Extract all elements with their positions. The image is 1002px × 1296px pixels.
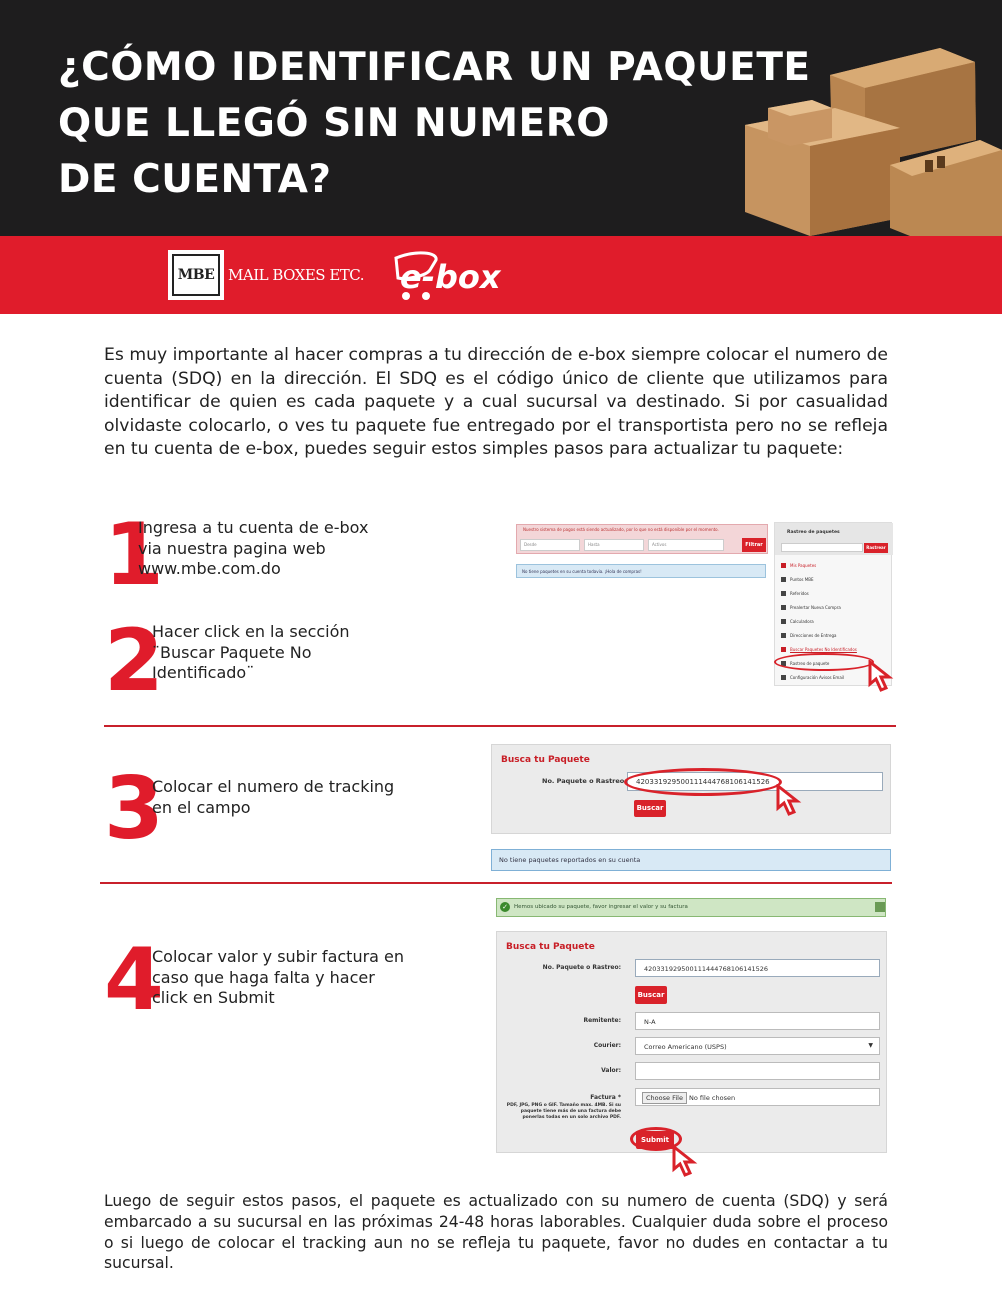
- check-icon: ✓: [500, 902, 510, 912]
- success-alert: Hemos ubicado su paquete, favor ingresar el valor y su factura: [496, 898, 886, 917]
- ebox-logo-text: e-box: [400, 258, 501, 296]
- invoice-note: PDF, JPG, PNG o GIF. Tamaño max. 4MB. Si su paquete tiene más de una factura debe ponerlas todas en un solo archivo PDF.: [506, 1103, 621, 1120]
- step-text-line: Identificado¨: [152, 663, 255, 682]
- sidebar-item-buscar-no-identificados[interactable]: [781, 647, 857, 652]
- section-divider: [104, 725, 896, 727]
- cursor-arrow-icon: [776, 784, 804, 816]
- step-number: 4: [104, 930, 164, 1030]
- filter-button[interactable]: Filtrar: [742, 538, 766, 552]
- step-text-line: Ingresa a tu cuenta de e-box: [138, 518, 369, 537]
- chevron-down-icon: ▼: [868, 1042, 873, 1049]
- tracking-input[interactable]: 420331929500111444768106141526: [627, 772, 883, 791]
- hero-title: [58, 40, 818, 208]
- intro-paragraph: Es muy importante al hacer compras a tu dirección de e-box siempre colocar el numero de cuenta (SDQ) en la dirección. El SDQ es el código único de cliente que utilizamos para identificar de quien es cada paquete y a cual sucursal va destinado. Si por casualidad olvidaste colocarlo, o ves tu paquete fue entregado por el transportista pero no se refleja en tu cuenta de e-box, puedes seguir estos simples pasos para actualizar tu paquete:: [104, 345, 888, 460]
- form-title: Busca tu Paquete: [501, 755, 590, 765]
- step-text-line: via nuestra pagina web: [138, 538, 326, 558]
- step-text-line: click en Submit: [152, 988, 275, 1007]
- bell-icon: [781, 675, 786, 680]
- sidebar-item-calculadora[interactable]: [781, 619, 814, 624]
- sidebar-item-mis-paquetes[interactable]: [781, 563, 816, 568]
- closing-paragraph: Luego de seguir estos pasos, el paquete es actualizado con su numero de cuenta (SDQ) y será embarcado a su sucursal en las próximas 24-48 horas laborables. Cualquier duda sobre el proceso o si luego de colocar el tracking aun no se refleja tu paquete, favor no dudes en contactar a tu sucursal.: [104, 1192, 888, 1273]
- close-icon[interactable]: [875, 902, 885, 912]
- sidebar-item-direcciones[interactable]: [781, 633, 836, 638]
- no-file-text: No file chosen: [689, 1094, 736, 1102]
- sender-input[interactable]: N-A: [635, 1012, 880, 1030]
- value-label: Valor:: [601, 1067, 621, 1074]
- date-to-field[interactable]: Hasta: [584, 539, 644, 551]
- package-icon: [781, 563, 786, 568]
- info-alert: No tiene paquetes en su cuenta todavia. ¡Hola de compras!: [516, 564, 766, 578]
- step-number: 1: [104, 505, 164, 605]
- form-title: Busca tu Paquete: [506, 942, 595, 952]
- mbe-brand-name: MAIL BOXES ETC.: [228, 266, 365, 284]
- hero-banner: [0, 0, 1002, 236]
- search-button[interactable]: Buscar: [634, 800, 666, 817]
- step-number: 2: [104, 611, 164, 711]
- users-icon: [781, 591, 786, 596]
- sidebar-item-label: Puntos MBE: [790, 577, 814, 582]
- step-text-line: Hacer click en la sección: [152, 622, 350, 641]
- sidebar-item-label: Buscar Paquetes No Identificados: [790, 647, 857, 652]
- step-text-line: ¨Buscar Paquete No: [152, 642, 312, 662]
- step-text: [138, 518, 368, 580]
- status-select[interactable]: Activos: [648, 539, 724, 551]
- invoice-file-input[interactable]: [635, 1088, 880, 1106]
- step-text: [152, 777, 394, 818]
- package-details-form: [496, 931, 887, 1153]
- sidebar-item-prealertar[interactable]: [781, 605, 841, 610]
- tracking-input[interactable]: 420331929500111444768106141526: [635, 959, 880, 977]
- warning-icon: [781, 647, 786, 652]
- courier-select[interactable]: [635, 1037, 880, 1055]
- search-button[interactable]: Buscar: [635, 986, 667, 1004]
- step-text: [152, 622, 350, 684]
- step-number: 3: [104, 759, 164, 859]
- courier-selected: Correo Americano (USPS): [644, 1043, 727, 1051]
- step-text-line: Colocar el numero de tracking: [152, 777, 395, 796]
- mbe-logo-mark: MBE: [172, 254, 220, 296]
- submit-button[interactable]: Submit: [636, 1131, 674, 1149]
- highlight-circle: [624, 768, 782, 796]
- highlight-circle: [774, 653, 874, 671]
- value-input[interactable]: [635, 1062, 880, 1080]
- signpost-icon: [781, 633, 786, 638]
- track-button[interactable]: Rastrear: [864, 543, 888, 553]
- sidebar-item-label: Direcciones de Entrega: [790, 633, 837, 638]
- tracking-label: No. Paquete o Rastreo:: [542, 777, 627, 785]
- sidebar-item-label: Rastreo de paquete: [790, 661, 830, 666]
- sidebar-item-label: Configuración Avisos Email: [790, 675, 844, 680]
- sidebar-item-label: Referidos: [790, 591, 809, 596]
- sidebar-item-label: Prealertar Nueva Compra: [790, 605, 841, 610]
- hero-title-line: ¿CÓMO IDENTIFICAR UN PAQUETE: [58, 45, 811, 90]
- calculator-icon: [781, 619, 786, 624]
- trophy-icon: [781, 577, 786, 582]
- invoice-label: Factura *: [590, 1094, 621, 1101]
- step-text-line: Colocar valor y subir factura en: [152, 947, 405, 966]
- no-packages-info: No tiene paquetes reportados en su cuenta: [491, 849, 891, 871]
- tracking-label: No. Paquete o Rastreo:: [542, 964, 621, 971]
- sender-label: Remitente:: [583, 1017, 621, 1024]
- cursor-arrow-icon: [868, 660, 896, 692]
- tracking-search-input[interactable]: [781, 543, 863, 552]
- step-text-line: caso que haga falta y hacer: [152, 967, 375, 987]
- hero-title-line: QUE LLEGÓ SIN NUMERO: [58, 101, 610, 146]
- step-text-line: www.mbe.com.do: [138, 559, 281, 578]
- sidebar-item-puntos[interactable]: [781, 577, 814, 582]
- step-text: [152, 947, 404, 1009]
- cart-icon: [781, 605, 786, 610]
- choose-file-button[interactable]: Choose File: [642, 1092, 687, 1104]
- cardboard-boxes-illustration: [740, 40, 1002, 236]
- sidebar-item-label: Calculadora: [790, 619, 814, 624]
- date-from-field[interactable]: Desde: [520, 539, 580, 551]
- sidebar-item-label: Mis Paquetes: [790, 563, 817, 568]
- step-text-line: en el campo: [152, 797, 251, 817]
- ebox-logo: [386, 250, 531, 302]
- sidebar-item-configuracion[interactable]: [781, 675, 844, 680]
- mbe-logo: [168, 250, 224, 300]
- sidebar-title: Rastreo de paquetes: [787, 530, 840, 535]
- sidebar-item-referidos[interactable]: [781, 591, 809, 596]
- cursor-arrow-icon: [672, 1145, 700, 1177]
- courier-label: Courier:: [593, 1042, 621, 1049]
- alert-text: Nuestro sistema de pagos está siendo actualizado, por lo que no está disponible por el momento.: [523, 527, 719, 532]
- hero-title-line: DE CUENTA?: [58, 157, 332, 202]
- section-divider: [100, 882, 892, 884]
